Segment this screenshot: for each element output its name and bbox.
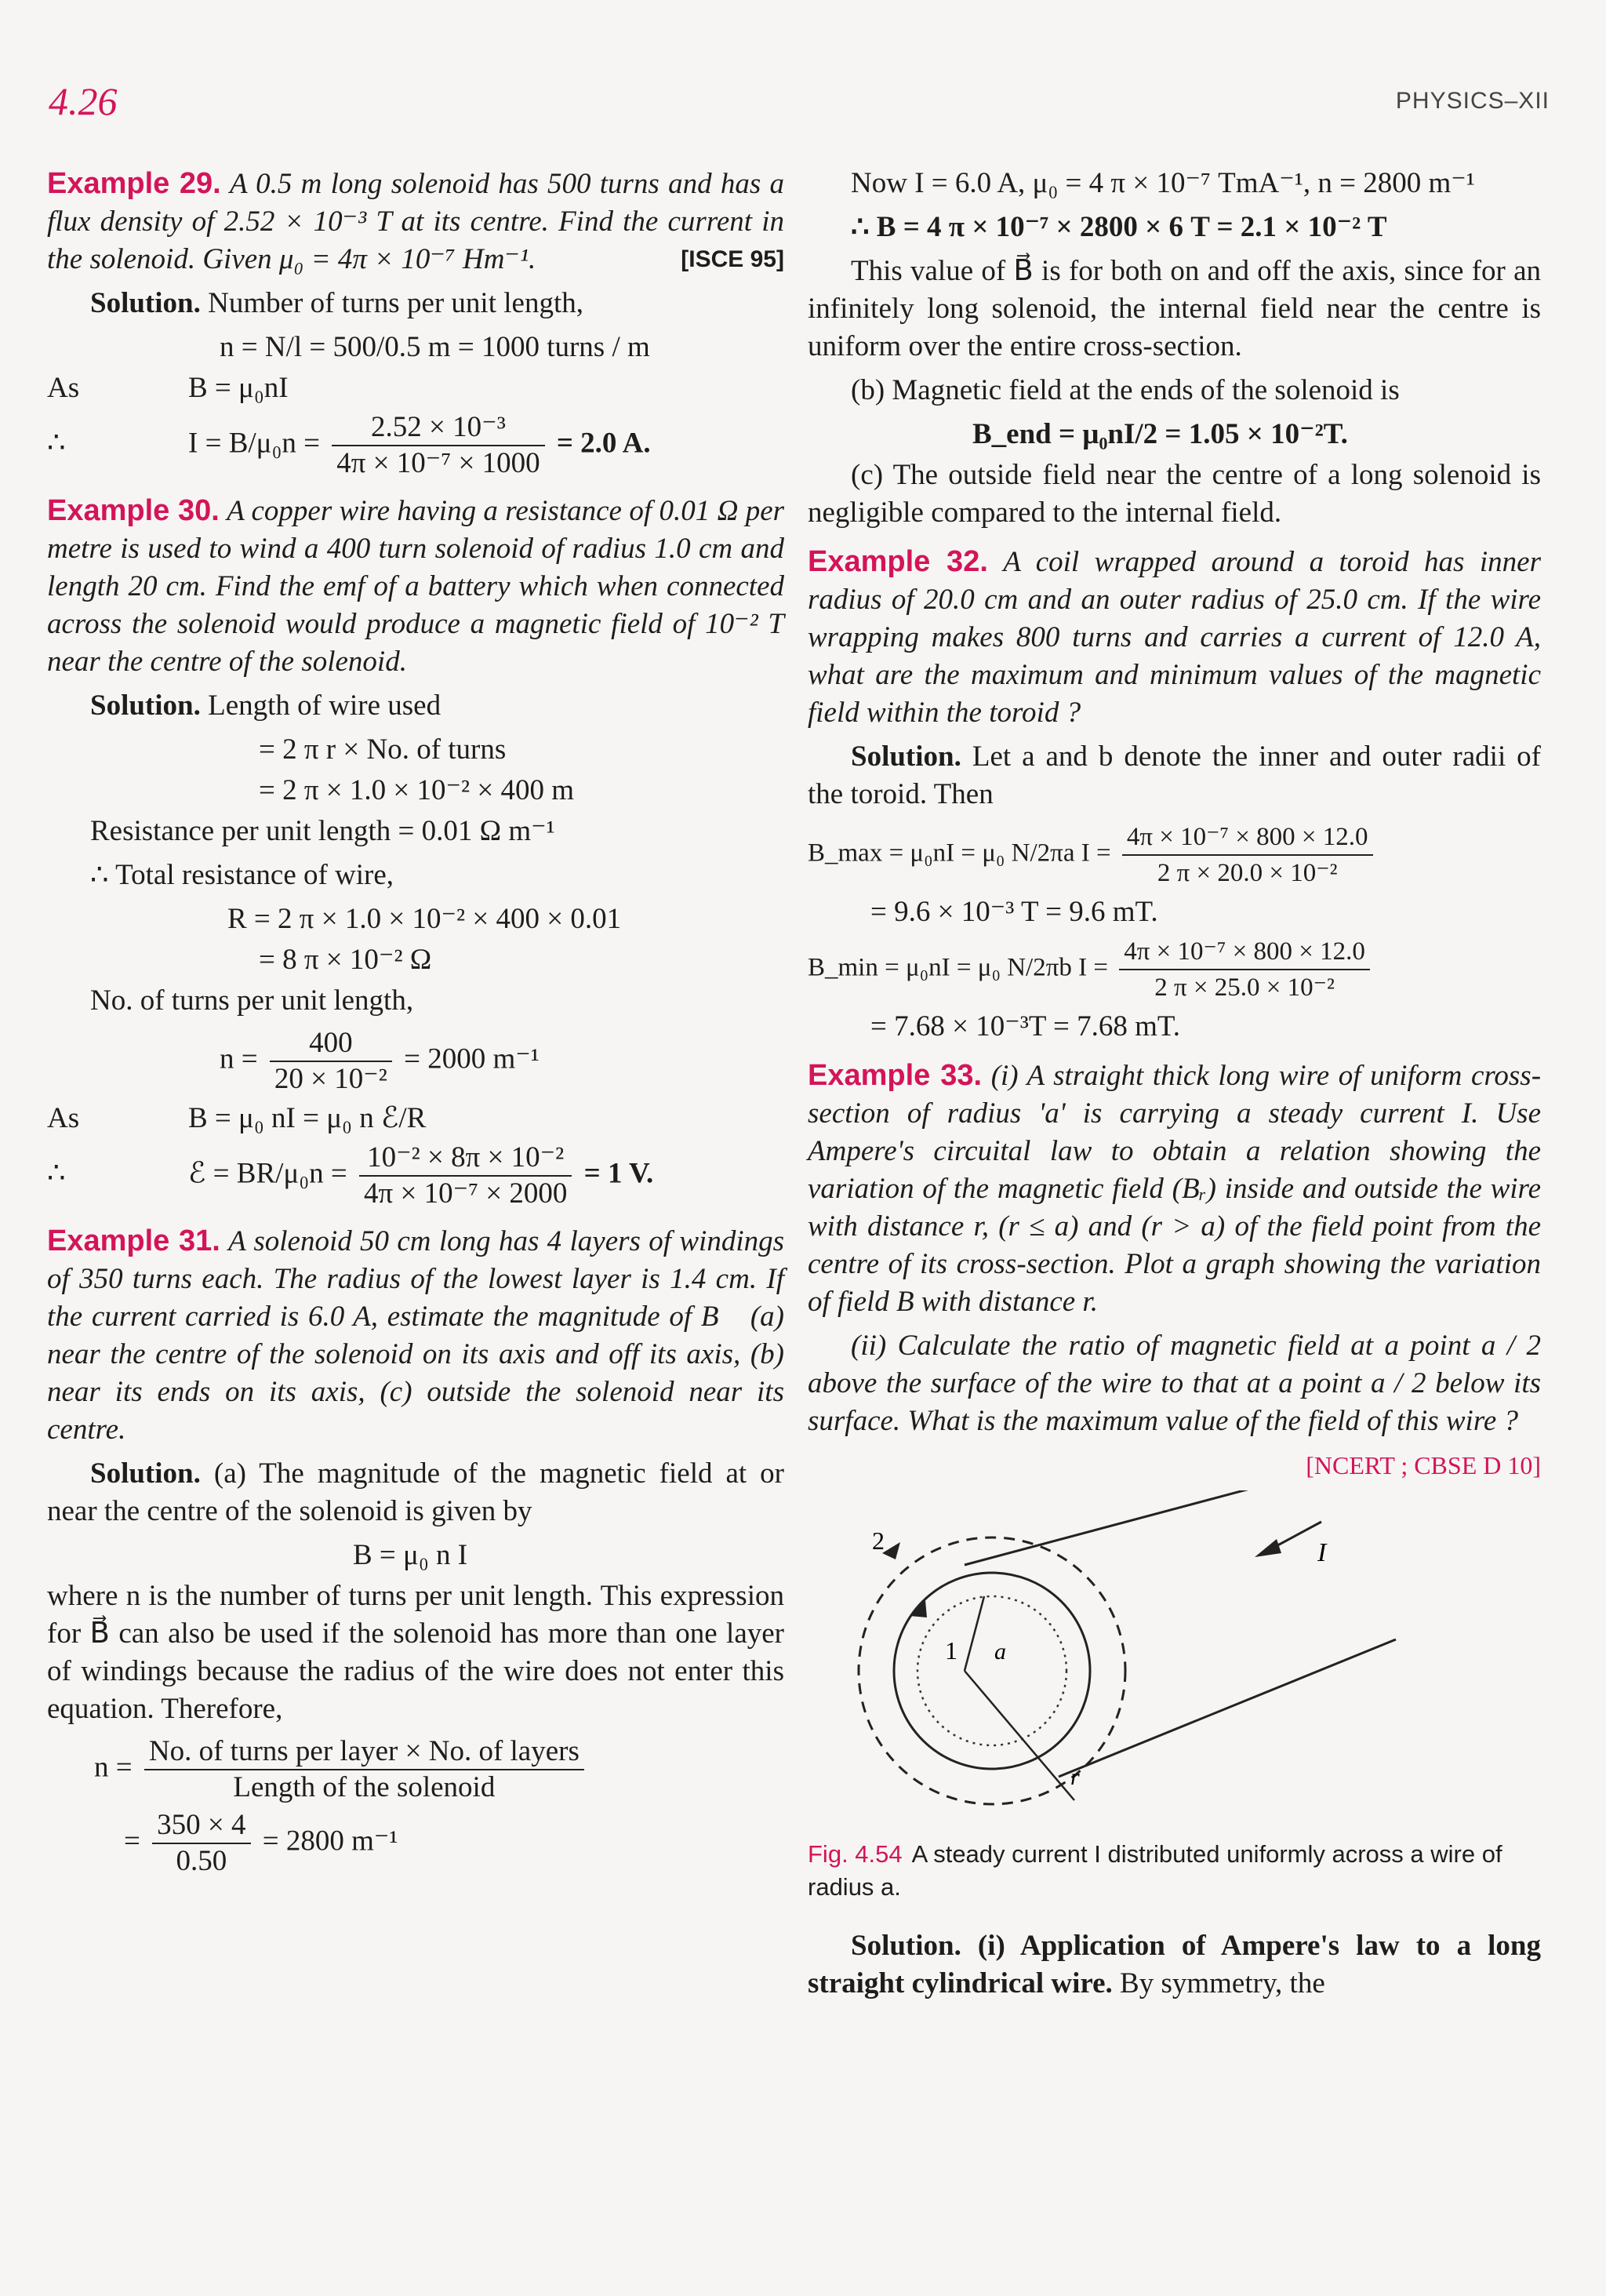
where-paragraph: where n is the number of turns per unit length. This expression for B⃗ can also be used if the solenoid has more than one layer of windings because the radius of the wire does not enter this equation. Therefore, <box>47 1580 784 1725</box>
example-33-citation: [NCERT ; CBSE D 10] <box>1306 1451 1541 1479</box>
denominator: Length of the solenoid <box>233 1771 496 1803</box>
denominator: 2 π × 25.0 × 10⁻² <box>1154 973 1335 1002</box>
fraction <box>1119 934 1370 1005</box>
wire-top-edge <box>965 1490 1259 1565</box>
therefore-symbol: ∴ <box>47 1157 66 1190</box>
example-32-label: Example 32. <box>808 545 988 578</box>
equation: n = N/l = 500/0.5 m = 1000 turns / m <box>220 331 650 363</box>
example-33-label: Example 33. <box>808 1059 983 1092</box>
equation: B_min = μ₀nI = μ₀ N/2πb I = <box>808 953 1108 982</box>
numerator: No. of turns per layer × No. of layers <box>144 1734 584 1770</box>
label-r: r <box>1070 1764 1080 1790</box>
solution-text: By symmetry, the <box>1120 1967 1325 1999</box>
figure-caption <box>808 1838 1541 1904</box>
arrow-loop-2-icon <box>882 1542 900 1559</box>
current-arrow-icon <box>1255 1539 1281 1557</box>
numerator: 2.52 × 10⁻³ <box>332 410 544 446</box>
solution-label: Solution. <box>851 740 961 773</box>
label-a: a <box>994 1639 1006 1665</box>
denominator: 2 π × 20.0 × 10⁻² <box>1157 859 1338 887</box>
example-31-question <box>47 1222 784 1449</box>
resistance-line: Resistance per unit length = 0.01 Ω m⁻¹ <box>90 815 555 847</box>
as-label: As <box>47 1102 80 1134</box>
result: = 1 V. <box>583 1157 654 1190</box>
equation: R = 2 π × 1.0 × 10⁻² × 400 × 0.01 <box>227 903 622 935</box>
equation: = 7.68 × 10⁻³T = 7.68 mT. <box>870 1010 1181 1042</box>
example-30-label: Example 30. <box>47 494 220 527</box>
numerator: 4π × 10⁻⁷ × 800 × 12.0 <box>1122 820 1373 856</box>
numerator: 10⁻² × 8π × 10⁻² <box>359 1141 572 1177</box>
solution-text: Number of turns per unit length, <box>208 287 583 319</box>
example-29-label: Example 29. <box>47 167 221 200</box>
numerator: 350 × 4 <box>152 1808 250 1844</box>
example-33-question <box>808 1057 1541 1321</box>
example-29-solution <box>47 285 784 322</box>
turns-line: No. of turns per unit length, <box>90 984 414 1017</box>
denominator: 4π × 10⁻⁷ × 2000 <box>364 1177 568 1210</box>
equation-row: n = No. of turns per layer × No. of layers Length of the solenoid <box>47 1734 784 1805</box>
equation-row <box>47 369 784 407</box>
solution-label: Solution. <box>90 287 201 319</box>
radius-r-line <box>965 1671 1074 1800</box>
example-30-text: A copper wire having a resistance of 0.01 Ω per metre is used to wind a 400 turn solenoid of radius 1.0 cm and length 20 cm. Find the emf of a battery which when connected across the solenoid would produce a magnetic field of 10⁻² T near the centre of the solenoid. <box>47 495 785 678</box>
now-line: Now I = 6.0 A, μ₀ = 4 π × 10⁻⁷ TmA⁻¹, n = 2800 m⁻¹ <box>851 167 1475 199</box>
page-number: 4.26 <box>49 79 118 123</box>
total-resistance-line: ∴ Total resistance of wire, <box>90 859 394 891</box>
equation: I = B/μ₀n = <box>188 427 320 460</box>
equation-row <box>47 410 784 481</box>
equation-row <box>808 820 1541 890</box>
fraction <box>332 410 544 481</box>
fraction <box>152 1808 250 1879</box>
amperian-loop-2 <box>859 1537 1125 1804</box>
part-b-text: (b) Magnetic field at the ends of the solenoid is <box>851 374 1400 406</box>
equation: = 2 π r × No. of turns <box>259 733 507 766</box>
example-29-text: A 0.5 m long solenoid has 500 turns and has a flux density of 2.52 × 10⁻³ T at its centre. Find the current in the solenoid. Given μ₀ = 4π × 10⁻⁷ Hm⁻¹. <box>47 168 784 275</box>
fraction <box>1122 820 1373 890</box>
part-c-text: (c) The outside field near the centre of a long solenoid is negligible compared to the internal field. <box>808 459 1541 529</box>
equation: = 9.6 × 10⁻³ T = 9.6 mT. <box>870 896 1158 928</box>
example-32-solution <box>808 738 1541 813</box>
denominator: 4π × 10⁻⁷ × 1000 <box>336 447 540 479</box>
equation-row: n = $\frac{400}{\text{20 × 10⁻²}}$ = 2000 m⁻¹ <box>220 1027 540 1095</box>
example-32-text: A coil wrapped around a toroid has inner radius of 20.0 cm and an outer radius of 25.0 cm. If the wire wrapping makes 800 turns and carries a current of 12.0 A, what are the maximum and minimum values of the magnetic field within the toroid ? <box>808 546 1542 729</box>
figure-number: Fig. 4.54 <box>808 1840 903 1868</box>
solution-heading: (i) Application of Ampere's law to a long straight cylindrical wire. <box>808 1930 1541 1999</box>
equation: = 8 π × 10⁻² Ω <box>259 944 432 976</box>
solution-text: (a) The magnitude of the magnetic field at or near the centre of the solenoid is given by <box>47 1457 785 1527</box>
label-current: I <box>1317 1538 1327 1567</box>
result: = 2000 m⁻¹ <box>404 1042 540 1075</box>
solution-text: Let a and b denote the inner and outer radii of the toroid. Then <box>808 740 1542 810</box>
equation: = 2 π × 1.0 × 10⁻² × 400 m <box>259 774 575 806</box>
equation: B = μ₀ n I <box>353 1539 468 1571</box>
denominator: 20 × 10⁻² <box>274 1063 387 1095</box>
label-1: 1 <box>945 1636 957 1665</box>
fraction <box>270 1026 392 1097</box>
example-30-solution <box>47 687 784 725</box>
therefore-symbol: ∴ <box>47 427 66 460</box>
left-column <box>47 165 784 1882</box>
figure-caption-text: A steady current I distributed uniformly across a wire of radius a. <box>808 1840 1502 1901</box>
numerator: 400 <box>270 1026 392 1062</box>
wire-diagram <box>808 1490 1541 1820</box>
example-33-text-ii: (ii) Calculate the ratio of magnetic field at a point a / 2 above the surface of the wire to that at a point a / 2 below its surface. What is the maximum value of the field of this wire ? <box>808 1330 1541 1437</box>
equation-row <box>808 934 1541 1005</box>
example-31-solution <box>47 1455 784 1530</box>
equation: B = μ₀nI <box>188 372 289 404</box>
b-calculation: ∴ B = 4 π × 10⁻⁷ × 2800 × 6 T = 2.1 × 10⁻² T <box>851 211 1387 243</box>
numerator: 4π × 10⁻⁷ × 800 × 12.0 <box>1119 934 1370 970</box>
denominator: 0.50 <box>176 1845 227 1877</box>
running-head: PHYSICS–XII <box>1395 88 1550 114</box>
equation-row: ∴ ℰ = BR/μ₀n = $\frac{\text{10⁻² × 8π × 10⁻²}}{\text{4π × 10⁻⁷ × 2000}}$ = 1 V. <box>47 1141 654 1210</box>
result: = 2.0 A. <box>556 427 651 460</box>
as-label: As <box>47 372 80 404</box>
solution-label: Solution. <box>851 1930 961 1962</box>
label-2: 2 <box>872 1526 885 1555</box>
fraction <box>144 1734 584 1805</box>
example-33-solution <box>808 1927 1541 2003</box>
equation: B = μ₀ nI = μ₀ n ℰ/R <box>188 1102 427 1134</box>
example-29-citation: [ISCE 95] <box>681 246 784 272</box>
result: = 2800 m⁻¹ <box>262 1825 398 1858</box>
example-29-question <box>47 165 784 278</box>
example-30-question <box>47 492 784 681</box>
equation-row: = $\frac{350 \times 4}{0.50}$ = 2800 m⁻¹ <box>124 1809 398 1877</box>
example-31-label: Example 31. <box>47 1224 220 1257</box>
solution-label: Solution. <box>90 1457 201 1490</box>
solution-label: Solution. <box>90 690 201 722</box>
amperian-loop-1 <box>917 1596 1066 1745</box>
equation-row <box>47 1100 784 1137</box>
arrow-loop-1-icon <box>910 1600 927 1617</box>
example-32-question <box>808 543 1541 732</box>
example-33-text-i: (i) A straight thick long wire of uniform cross-section of radius 'a' is carrying a steady current I. Use Ampere's circuital law to obtain a relation showing the variation of the magnetic field (Bᵣ) inside and outside the wire with distance r, (r ≤ a) and (r > a) of the field point from the centre of its cross-section. Plot a graph showing the variation of field B with distance r. <box>808 1060 1542 1318</box>
axis-note: This value of B⃗ is for both on and off the axis, since for an infinitely long solenoid, the internal field near the centre is uniform over the entire cross-section. <box>808 255 1541 362</box>
equation: B_end = μ₀nI/2 = 1.05 × 10⁻²T. <box>972 418 1348 450</box>
radius-a-line <box>965 1596 984 1671</box>
example-31-text: A solenoid 50 cm long has 4 layers of windings of 350 turns each. The radius of the lowest layer is 1.4 cm. If the current carried is 6.0 A, estimate the magnitude of B⃗ (a) near the centre of the solenoid on its axis and off its axis, (b) near its ends on its axis, (c) outside the solenoid near its centre. <box>47 1225 784 1446</box>
solution-text: Length of wire used <box>208 690 441 722</box>
equation: B_max = μ₀nI = μ₀ N/2πa I = <box>808 839 1111 868</box>
fraction <box>359 1141 572 1211</box>
wire-bottom-edge <box>1059 1639 1396 1777</box>
right-column <box>808 165 1541 2009</box>
